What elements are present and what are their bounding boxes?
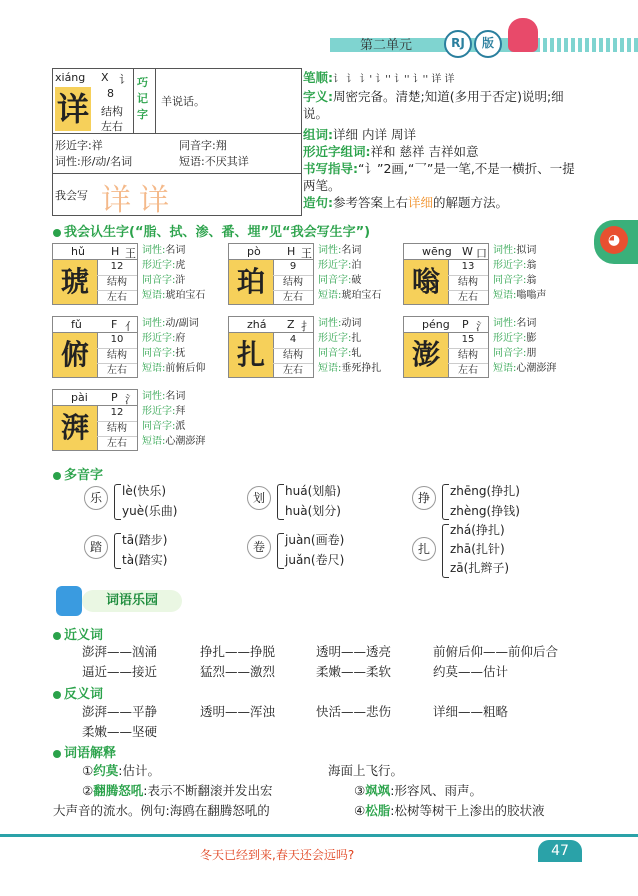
qiao-ji-label: 巧 记 字: [137, 76, 148, 121]
card-meta: [448, 332, 489, 378]
jieshi-line-2: ②翻腾怒吼:表示不断翻滚并发出宏: [82, 783, 273, 798]
poly-reading: zhá(挣扎): [450, 523, 505, 537]
poly-reading: yuè(乐曲): [122, 504, 178, 518]
card-tongyin: 破: [351, 275, 362, 286]
card-strokes: 15: [448, 333, 488, 349]
entry-table: [52, 68, 302, 216]
entry-radical: 讠: [119, 73, 130, 86]
card-xingjin: 府: [175, 333, 186, 344]
card-duanyu: 心潮澎湃: [516, 363, 557, 374]
card-pinyin: pò: [247, 245, 261, 258]
brace: [442, 484, 449, 520]
card-meta: [273, 259, 314, 305]
jieshi-line-2b: ③飒飒:形容风、雨声。: [354, 783, 482, 798]
fanyi-item: 详细——粗略: [433, 704, 509, 719]
card-duanyu: 心潮澎湃: [165, 436, 206, 447]
char-card: [228, 316, 400, 378]
card-pinyin-row: [52, 243, 138, 260]
card-duanyu: 琥珀宝石: [165, 290, 206, 301]
jieshi-line-1: ①约莫:估计。: [82, 763, 160, 778]
card-radical: 王: [125, 247, 136, 260]
fanyi-item: 柔嫩——坚硬: [82, 724, 158, 739]
card-pinyin: wēng: [422, 245, 452, 258]
card-char: 澎: [403, 332, 449, 378]
char-card: [228, 243, 400, 305]
jinyi-item: 前俯后仰——前仰后合: [433, 644, 559, 659]
card-structure: 结构: [273, 349, 313, 365]
card-duanyu: 前俯后仰: [165, 363, 206, 374]
card-cixing: 拟词: [516, 245, 537, 256]
poly-reading: lè(快乐): [122, 484, 167, 498]
card-xingjin: 泊: [351, 260, 362, 271]
wohuixie-label: 我会写: [55, 189, 88, 202]
card-cixing: 名词: [165, 391, 186, 402]
card-structure: 结构: [97, 349, 137, 365]
poly-reading: zhēng(挣扎): [450, 484, 520, 498]
char-card: [52, 243, 224, 305]
card-letter: P: [462, 318, 469, 331]
card-char: 琥: [52, 259, 98, 305]
poly-reading: tā(踏步): [122, 533, 168, 547]
poly-reading: huá(划船): [285, 484, 341, 498]
card-structure: 结构: [97, 276, 137, 292]
card-letter: P: [111, 391, 118, 404]
card-info: 词性:名词 形近字:虎 同音字:浒 短语:琥珀宝石: [142, 245, 206, 301]
entry-structure: 结构: [101, 105, 123, 118]
jieshi-line-1-tail: 海面上飞行。: [328, 763, 404, 778]
jinyi-item: 逼近——接近: [82, 664, 158, 679]
poly-reading: tà(踏实): [122, 553, 168, 567]
fox-face-icon: ◕: [600, 226, 628, 254]
card-radical: 亻: [125, 320, 136, 333]
card-info: 词性:名词 形近字:拜 同音字:派 短语:心潮澎湃: [142, 391, 206, 447]
card-meta: [97, 332, 138, 378]
card-xingjin: 虎: [175, 260, 186, 271]
card-pinyin-row: [228, 243, 314, 260]
card-info: 词性:名词 形近字:膨 同音字:朋 短语:心潮澎湃: [493, 318, 557, 374]
card-position: 左右: [107, 438, 127, 450]
page-number: 47: [538, 840, 582, 862]
card-structure: 结构: [448, 276, 488, 292]
card-meta: [273, 332, 314, 378]
duanyu-text: 短语:不厌其详: [179, 155, 249, 168]
card-pinyin: pài: [71, 391, 88, 404]
header-dots: [540, 38, 638, 52]
char-card: [403, 243, 575, 305]
poly-char-le: 乐: [84, 486, 108, 510]
poly-reading: zhèng(挣钱): [450, 504, 520, 518]
card-tongyin: 翁: [526, 275, 537, 286]
card-cixing: 动/副词: [165, 318, 199, 329]
card-duanyu: 琥珀宝石: [341, 290, 382, 301]
cixing-text: 词性:形/动/名词: [55, 155, 133, 168]
brace: [277, 484, 284, 520]
entry-strokes: 8: [107, 87, 114, 100]
card-duanyu: 嗡嗡声: [516, 290, 547, 301]
card-info: 词性:拟词 形近字:翁 同音字:翁 短语:嗡嗡声: [493, 245, 547, 301]
poly-char-juan: 卷: [247, 535, 271, 559]
card-tongyin: 派: [175, 421, 186, 432]
card-position: 左右: [283, 292, 303, 304]
card-cixing: 动词: [341, 318, 362, 329]
card-position: 左右: [458, 292, 478, 304]
jinyi-item: 透明——透亮: [316, 644, 392, 659]
poly-char-ta: 踏: [84, 535, 108, 559]
poly-reading: huà(划分): [285, 504, 341, 518]
card-radical: 氵: [125, 393, 136, 406]
card-position: 左右: [283, 365, 303, 377]
jieshi-line-3: 大声音的流水。例句:海鸥在翻腾怒吼的: [53, 803, 270, 818]
fanyi-item: 快活——悲伤: [316, 704, 392, 719]
card-meta: [97, 405, 138, 451]
jinyi-item: 澎湃——汹涌: [82, 644, 158, 659]
entry-pinyin: xiáng: [55, 71, 86, 84]
card-pinyin-row: [403, 243, 489, 260]
jinyi-item: 柔嫩——柔软: [316, 664, 392, 679]
brace: [114, 533, 121, 569]
card-strokes: 9: [273, 260, 313, 276]
card-info: 词性:动词 形近字:扎 同音字:轧 短语:垂死挣扎: [318, 318, 382, 374]
card-tongyin: 浒: [175, 275, 186, 286]
card-tongyin: 朋: [526, 348, 537, 359]
card-pinyin-row: [52, 316, 138, 333]
card-char: 扎: [228, 332, 274, 378]
char-card: [52, 389, 224, 451]
card-duanyu: 垂死挣扎: [341, 363, 382, 374]
card-letter: Z: [287, 318, 295, 331]
card-radical: 扌: [301, 320, 312, 333]
card-cixing: 名词: [165, 245, 186, 256]
duoyin-title: 多音字: [53, 464, 103, 483]
jinyi-item: 猛烈——激烈: [200, 664, 276, 679]
entry-char: 详: [55, 87, 91, 131]
card-strokes: 4: [273, 333, 313, 349]
poly-reading: zā(扎辫子): [450, 561, 510, 575]
card-letter: F: [111, 318, 118, 331]
jinyi-item: 挣扎——挣脱: [200, 644, 276, 659]
fanyi-item: 澎湃——平静: [82, 704, 158, 719]
entry-details: 笔顺:讠 讠 讠' 讠'' 讠'' 讠'' 详 详 字义:周密完备。清楚;知道(多用于否定)说明;细说。 组词:详细 内详 周详 形近字组词:祥和 慈祥 吉祥如意 书写指导:“讠”2画,“乛”是一笔,不是一横折、一提两笔。 造句:参考答案上右详细的解题方法。: [303, 70, 575, 210]
book-mascot-icon: [56, 586, 82, 616]
fanyi-title: 反义词: [53, 683, 103, 702]
poly-char-zheng: 挣: [412, 486, 436, 510]
card-pinyin-row: [52, 389, 138, 406]
jieshi-line-3b: ④松脂:松树等树干上渗出的胶状液: [354, 803, 545, 818]
jinyi-title: 近义词: [53, 624, 103, 643]
card-pinyin-row: [403, 316, 489, 333]
card-pinyin: hǔ: [71, 245, 85, 258]
card-xingjin: 膨: [526, 333, 537, 344]
card-strokes: 13: [448, 260, 488, 276]
brace: [114, 484, 121, 520]
card-cixing: 名词: [516, 318, 537, 329]
brace: [277, 533, 284, 569]
poly-reading: juàn(画卷): [285, 533, 345, 547]
card-radical: 王: [301, 247, 312, 260]
practice-char-1: 详: [101, 183, 131, 218]
renshi-title: 我会认生字(“脂、拭、渗、番、埋”见“我会写生字”): [53, 221, 370, 240]
ciyu-title: 词语乐园: [82, 590, 182, 612]
char-card: [52, 316, 224, 378]
card-char: 俯: [52, 332, 98, 378]
poly-reading: juǎn(卷尺): [285, 553, 345, 567]
poly-char-zha: 扎: [412, 537, 436, 561]
card-tongyin: 轧: [351, 348, 362, 359]
badge-rj: RJ: [444, 30, 472, 58]
card-cixing: 名词: [341, 245, 362, 256]
footer-slogan: 冬天已经到来,春天还会远吗?: [200, 848, 355, 862]
card-meta: [448, 259, 489, 305]
card-pinyin: péng: [422, 318, 450, 331]
card-pinyin: zhá: [247, 318, 267, 331]
jieshi-title: 词语解释: [53, 742, 116, 761]
card-strokes: 12: [97, 260, 137, 276]
fanyi-item: 透明——浑浊: [200, 704, 276, 719]
card-structure: 结构: [448, 349, 488, 365]
memo-text: 羊说话。: [161, 95, 205, 108]
card-meta: [97, 259, 138, 305]
card-char: 湃: [52, 405, 98, 451]
card-pinyin-row: [228, 316, 314, 333]
unit-title: 第二单元: [360, 38, 413, 53]
poly-reading: zhā(扎针): [450, 542, 505, 556]
card-char: 嗡: [403, 259, 449, 305]
card-structure: 结构: [273, 276, 313, 292]
card-strokes: 10: [97, 333, 137, 349]
card-radical: 口: [476, 247, 487, 260]
card-info: 词性:动/副词 形近字:府 同音字:抚 短语:前俯后仰: [142, 318, 206, 374]
card-char: 珀: [228, 259, 274, 305]
card-letter: W: [462, 245, 473, 258]
card-strokes: 12: [97, 406, 137, 422]
practice-char-2: 详: [139, 183, 169, 218]
entry-position: 左右: [101, 120, 123, 133]
card-structure: 结构: [97, 422, 137, 438]
card-letter: H: [287, 245, 296, 258]
poly-char-hua: 划: [247, 486, 271, 510]
card-info: 词性:名词 形近字:泊 同音字:破 短语:琥珀宝石: [318, 245, 382, 301]
card-tongyin: 抚: [175, 348, 186, 359]
entry-letter: X: [101, 71, 109, 84]
char-card: [403, 316, 575, 378]
tongyin-text: 同音字:翔: [179, 139, 227, 152]
card-xingjin: 拜: [175, 406, 186, 417]
jinyi-item: 约莫——估计: [433, 664, 509, 679]
mascot-icon: [508, 18, 538, 52]
xingjin-text: 形近字:祥: [55, 139, 103, 152]
badge-ban: 版: [474, 30, 502, 58]
card-pinyin: fǔ: [71, 318, 82, 331]
card-letter: H: [111, 245, 120, 258]
footer-line: [0, 834, 638, 837]
card-position: 左右: [458, 365, 478, 377]
card-position: 左右: [107, 365, 127, 377]
card-xingjin: 扎: [351, 333, 362, 344]
card-radical: 氵: [476, 320, 487, 333]
card-position: 左右: [107, 292, 127, 304]
ciyu-banner: [56, 586, 186, 616]
card-xingjin: 翁: [526, 260, 537, 271]
brace: [442, 524, 449, 578]
